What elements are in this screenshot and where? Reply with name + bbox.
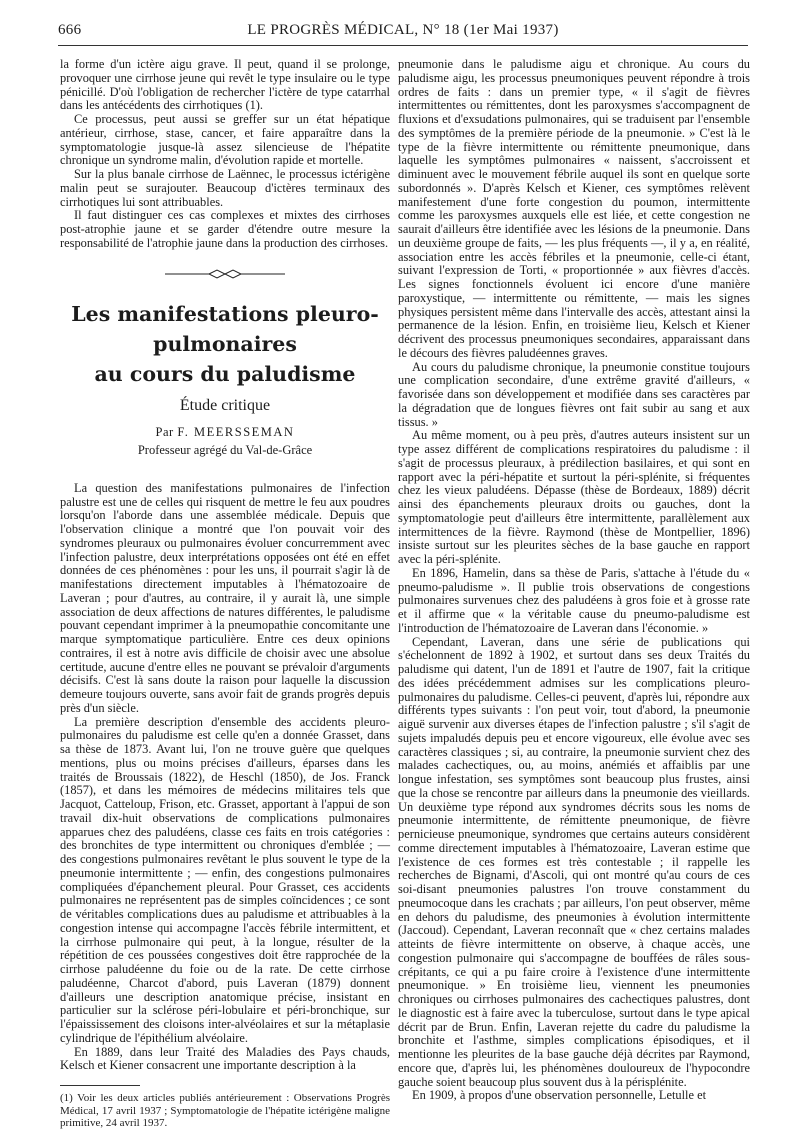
article-subtitle: Étude critique [179,396,271,414]
journal-title: LE PROGRÈS MÉDICAL, N° 18 (1er Mai 1937) [247,22,559,38]
footnote: (1) Voir les deux articles publiés antérieurement : Observations Progrès Médical, 17 avril 1937 ; Symptomatologie de l'hépatite ictérigène maligne primitive, 24 avril 1937. [60,1092,390,1129]
body-paragraph: Au cours du paludisme chronique, la pneumonie constitue toujours une complication secondaire, d'une extrême gravité d'ailleurs, « favorisée dans son développement et modifiée dans ses caractères par la dégradation que de longues fièvres ont fait subir au sang et aux tissus. » [398,359,750,429]
ornament-icon [165,267,285,281]
intro-paragraph: Ce processus, peut aussi se greffer sur un état hépatique antérieur, cirrhose, stase, cancer, et faire apparaître dans la symptomatologie jusque-là assez silencieuse de l'hépatite chronique un syndrome malin, d'évolution rapide et mortelle. [60,112,390,168]
body-paragraph: La première description d'ensemble des accidents pleuro-pulmonaires du paludisme est celle qu'en a donnée Grasset, dans sa thèse de 1873. Avant lui, l'on ne trouve guère que quelques mentions, plus ou moins précises d'ailleurs, éparses dans les traités de Broussais (1822), de Heschl (1850), de Jos. Franck (1857), et dans les mémoires de médecins militaires tels que Jacquot, Catteloup, Frison, etc. Grasset, apportant à l'appui de son travail dix-huit observations de complications pulmonaires apparues chez des paludéens, classe ces faits en trois catégories : des bronchites de type intermittent ou chroniques d'emblée ; — des congestions pulmonaires revêtant le plus souvent le type de la pneumonie intermittente ; — enfin, des congestions pulmonaires compliquées d'épanchement pleural. Pour Grasset, ces accidents pulmonaires ne représentent pas de simples coïncidences ; ce sont de véritables complications dues au paludisme et attribuables à la congestion intense qui accompagne l'accès fébrile intermittent, et la cirrhose pulmonaire qui peut, à la longue, résulter de la répétition de ces poussées congestives doit être rapprochée de la cirrhose paludéenne du foie ou de la rate. De cette cirrhose paludéenne, Charcot d'abord, puis Laveran (1879) donnent d'ailleurs une description anatomique précise, insistant en particulier sur la sclérose péri-lobulaire et péri-bronchique, sur l'épaississement des cloisons inter-alvéolaires et sur la métaplasie cylindrique de l'épithélium alvéolaire. [60,714,390,1045]
body-paragraph: Au même moment, ou à peu près, d'autres auteurs insistent sur un type assez différent de complications respiratoires du paludisme : il s'agit de processus pleuraux, à prédilection basilaires, et qui sont en rapport avec la péri-hépatite et surtout la péri-splénite, si fréquentes chez les vieux paludéens. Dépasse (thèse de Bordeaux, 1889) décrit ainsi des épanchements pleuraux droits ou gauches, dont la symptomatologie peut d'ailleurs être intermittente, parallèlement aux intermittences de la fièvre. Raymond (thèse de Montpellier, 1896) insiste surtout sur les pleurites sèches de la base gauche en rapport avec la péri-splénite. [398,428,750,566]
intro-paragraph: Sur la plus banale cirrhose de Laënnec, le processus ictérigène malin peut se surajouter. Beaucoup d'ictères terminaux des cirrhotiques lui sont attribuables. [60,167,390,209]
body-paragraph: En 1896, Hamelin, dans sa thèse de Paris, s'attache à l'étude du « pneumo-paludisme ». Il publie trois observations de congestions pulmonaires survenues chez des paludéens à gros foie et à grosse rate et il affirme que « la véritable cause du pneumo-paludisme est l'introduction de l'hématozoaire de Laveran dans l'économie. » [398,565,750,635]
article-title [60,299,390,389]
body-paragraph: En 1909, à propos d'une observation personnelle, Letulle et [412,1088,707,1103]
article-title-line: Les manifestations pleuro-pulmonaires [71,301,379,356]
intro-paragraph: la forme d'un ictère aigu grave. Il peut, quand il se prolonge, provoquer une cirrhose jeune qui revêt le type insulaire ou le type pénicillé. D'où l'obligation de rechercher l'ictère de type catarrhal dans les antécédents des cirrhotiques (1). [60,57,390,113]
article-title-line: au cours du paludisme [94,361,356,386]
left-column [60,58,390,1130]
intro-paragraph: Il faut distinguer ces cas complexes et mixtes des cirrhoses post-atrophie jaune et se garder d'étendre outre mesure la responsabilité de l'atrophie jaune dans la production des cirrhoses. [60,208,390,250]
header-rule [58,45,748,46]
body-paragraph: Cependant, Laveran, dans une série de publications qui s'échelonnent de 1892 à 1902, et surtout dans ses deux Traités du paludisme qui datent, l'un de 1891 et l'autre de 1907, fait la critique des idées précédemment admises sur les complications pleuro-pulmonaires du paludisme. Celles-ci peuvent, d'après lui, répondre aux différents types suivants : l'on peut voir, tout d'abord, la pneumonie aiguë survenir aux diverses étapes de l'infection palustre ; s'il s'agit de sujets impaludés depuis peu et encore vigoureux, elle évolue avec ses caractères classiques ; si, au contraire, la pneumonie survient chez des malades cachectiques, ou, au moins, anémiés et affaiblis par une longue infestation, ses symptômes sont beaucoup plus frustes, ainsi que la chose se rencontre par ailleurs dans la pneumonie des vieillards. Un deuxième type répond aux syndromes décrits sous les noms de pneumonie intermittente, de rémittente pneumonique, de fièvre pernicieuse pneumonique, syndromes que certains auteurs considèrent comme directement imputables à l'hématozoaire, Laveran estime que l'existence de ces formes est très contestable ; il rappelle les recherches de Bignami, d'Ascoli, qui ont montré qu'au cours de ces soi-disant pneumonies palustres l'on trouve constamment du pneumocoque dans les crachats ; par ailleurs, l'on peut observer, même en dehors du paludisme, des pneumonies à évolution intermittente (Jaccoud). Cependant, Laveran reconnaît que « chez certains malades atteints de fièvre intermittente on observe, à chaque accès, une congestion pulmonaire qui s'accompagne de bouffées de râles sous-crépitants, ce qui a pu faire croire à l'existence d'une intermittente pneumonique. » En troisième lieu, viennent les pneumonies chroniques ou cirrhoses pulmonaires des cachectiques palustres, dont le diagnostic est à faire avec la tuberculose, surtout dans le type apical décrit par de Brun. Enfin, Laveran rejette du cadre du paludisme la bronchite et l'asthme, simples complications épisodiques, et il mentionne les pleurites de la base gauche déjà décrites par Raymond, encore que, d'après lui, les phénomènes douloureux de l'hypocondre gauche soient beaucoup plus souvent dus à la périsplénite. [398,634,750,1089]
body-paragraph: pneumonie dans le paludisme aigu et chronique. Au cours du paludisme aigu, les processus pneumoniques peuvent répondre à trois ordres de faits : dans un premier type, « il s'agit de fièvres intermittentes ou rémittentes, dont les paroxysmes s'accompagnent de fluxions et d'exsudations pulmonaires, qui se traduisent par l'ensemble des symptômes de la première période de la pneumonie. » C'est là le type de la fièvre intermittente ou rémittente pneumonique, dans laquelle les symptômes pulmonaires « naissent, s'accroissent et diminuent avec le mouvement fébrile auquel ils sont en quelque sorte subordonnés ». D'après Kelsch et Kiener, ces symptômes relèvent manifestement d'une forte congestion du poumon, intermittente comme les paroxysmes auxquels elle est liée, et cette congestion ne saurait d'ailleurs être identifiée avec les lésions de la pneumonie. Dans un deuxième groupe de faits, — les plus fréquents —, il y a, en réalité, association entre les accès fébriles et la pneumonie, celle-ci étant, suivant l'expression de Torti, « proportionnée » aux fièvres d'accès. Les signes fonctionnels évoluent ici encore d'une manière paroxystique, — intermittente ou rémittente, — mais les signes physiques persistent même dans l'intervalle des accès, attestant ainsi la permanence de la lésion. Enfin, en troisième lieu, Kelsch et Kiener décrivent des processus pneumoniques secondaires, apparaissant dans le décours des fièvres paludéennes graves. [398,57,750,360]
author-affiliation: Professeur agrégé du Val-de-Grâce [137,443,313,457]
body-paragraph: En 1889, dans leur Traité des Maladies des Pays chauds, Kelsch et Kiener consacrent une importante description à la [60,1044,390,1073]
footnote-rule [60,1085,140,1086]
right-column [398,58,750,1103]
byline-prefix: Par [155,425,174,440]
byline [60,426,390,440]
ornament-divider [60,267,390,281]
author-name: F. MEERSSEMAN [177,425,295,440]
page-number: 666 [58,22,82,38]
page-header [58,22,748,44]
body-paragraph: La question des manifestations pulmonaires de l'infection palustre est une de celles qui risquent de mettre le feu aux poudres lorsqu'on l'aborde dans une assemblée médicale. Depuis que l'observation clinique a montré que l'on pouvait voir des syndromes pleuraux ou pulmonaires évoluer concurremment avec l'infection palustre, deux interprétations opposées ont été en effet données de ces phénomènes : pour les uns, il pourrait s'agir là de manifestations directement imputables à l'hématozoaire de Laveran ; pour d'autres, au contraire, il y aurait là, une simple association de deux affections de natures différentes, le paludisme pouvant cependant imprimer à la pneumopathie concomitante une marque symptomatique particulière. Entre ces deux opinions contraires, il est à notre avis difficile de choisir avec une absolue certitude, aucune d'entre elles ne pouvant se prévaloir d'arguments décisifs. C'est là sans doute la raison pour laquelle la discussion demeure toujours ouverte, sans avoir fait de grands progrès depuis près d'un siècle. [60,480,390,715]
